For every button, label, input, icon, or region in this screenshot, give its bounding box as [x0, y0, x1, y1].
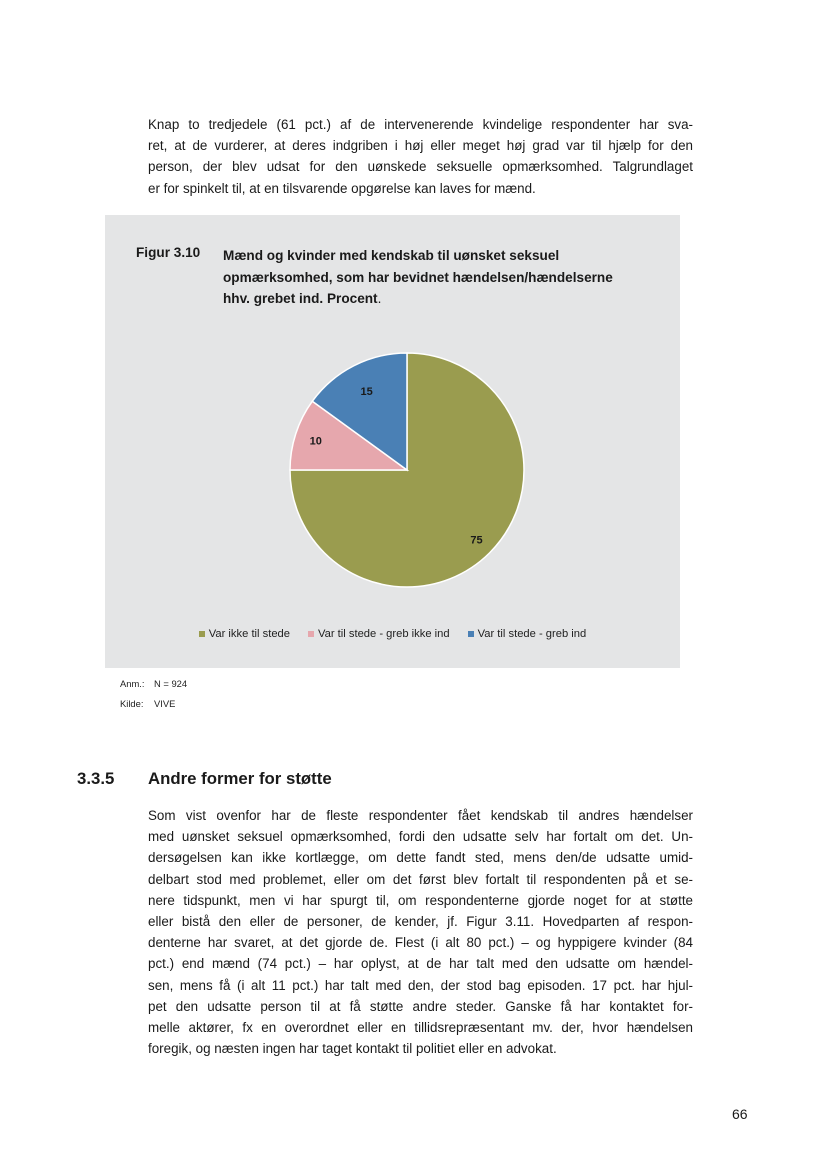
source-key: Kilde:: [120, 698, 144, 709]
slice-value-label: 75: [470, 534, 483, 547]
text-line: sen, mens få (i alt 11 pct.) har talt med den, der stod bag episoden. 17 pct. har hjul-: [148, 977, 693, 993]
intro-paragraph: [148, 114, 693, 199]
text-line: Knap to tredjedele (61 pct.) af de intervenerende kvindelige respondenter har sva-: [148, 117, 693, 132]
legend-swatch: [468, 631, 474, 637]
text-line: nere tidspunkt, men vi har spurgt til, om respondenterne gjorde noget for at støtte: [148, 892, 693, 908]
text-line: pet den udsatte person til at få støtte andre steder. Ganske få har kontaktet for-: [148, 998, 693, 1014]
figure-3-10: [105, 215, 680, 668]
legend-item-var-ikke-til-stede: [199, 625, 290, 643]
figure-title-line: hhv. grebet ind. Procent: [223, 291, 378, 306]
text-line: denterne har svaret, at det gjorde de. Flest (i alt 80 pct.) – og hyppigere kvinder (84: [148, 935, 693, 951]
legend-label: Var til stede - greb ind: [477, 628, 587, 640]
section-number: 3.3.5: [77, 769, 115, 788]
text-line: dersøgelsen kan ikke kortlægge, om dette fandt sted, mens den/de udsatte umid-: [148, 850, 693, 866]
chart-legend: [105, 625, 680, 643]
text-line: pct.) end mænd (74 pct.) – har oplyst, at de har talt med den udsatte om hændel-: [148, 956, 693, 972]
note-key: Anm.:: [120, 678, 145, 689]
figure-source: [120, 698, 175, 709]
source-value: VIVE: [154, 698, 176, 709]
figure-note: [120, 678, 187, 689]
pie-chart: [105, 215, 680, 615]
text-line: foregik, og næsten ingen har taget kontakt til politiet eller en advokat.: [148, 1041, 557, 1057]
text-line: person, der blev udsat for den uønskede seksuelle opmærksomhed. Talgrundlaget: [148, 159, 693, 175]
text-line: med uønsket seksuel opmærksomhed, fordi den udsatte selv har fortalt om det. Un-: [148, 829, 693, 845]
legend-label: Var til stede - greb ikke ind: [318, 628, 450, 640]
page-number: 66: [732, 1106, 748, 1122]
text-line: melle aktører, fx en overordnet eller en tillidsrepræsentant mv. der, hvor hændelsen: [148, 1020, 693, 1036]
text-line: er for spinkelt til, at en tilsvarende opgørelse kan laves for mænd.: [148, 180, 536, 196]
body-paragraph: [148, 805, 693, 1059]
text-line: Som vist ovenfor har de fleste respondenter fået kendskab til andres hændelser: [148, 808, 693, 823]
text-line: delbart stod med problemet, eller om det først blev fortalt til respondenten på et se-: [148, 871, 693, 887]
note-value: N = 924: [154, 678, 188, 689]
figure-title-line: Mænd og kvinder med kendskab til uønsket seksuel: [223, 248, 560, 263]
legend-item-greb-ind: [468, 625, 587, 643]
legend-swatch: [199, 631, 205, 637]
figure-label: Figur 3.10: [136, 245, 201, 260]
slice-value-label: 10: [309, 435, 322, 448]
legend-swatch: [308, 631, 314, 637]
figure-title-line: opmærksomhed, som har bevidnet hændelsen/hændelserne: [223, 269, 613, 285]
text-line: ret, at de vurderer, at deres indgriben i høj eller meget høj grad var til hjælp for den: [148, 138, 693, 154]
legend-item-greb-ikke-ind: [308, 625, 450, 643]
legend-label: Var ikke til stede: [208, 628, 290, 640]
figure-title-period: .: [377, 291, 382, 306]
section-title: Andre former for støtte: [148, 769, 332, 788]
slice-value-label: 15: [360, 385, 373, 398]
text-line: eller bistå den eller de personer, de kender, jf. Figur 3.11. Hovedparten af respon-: [148, 914, 693, 930]
